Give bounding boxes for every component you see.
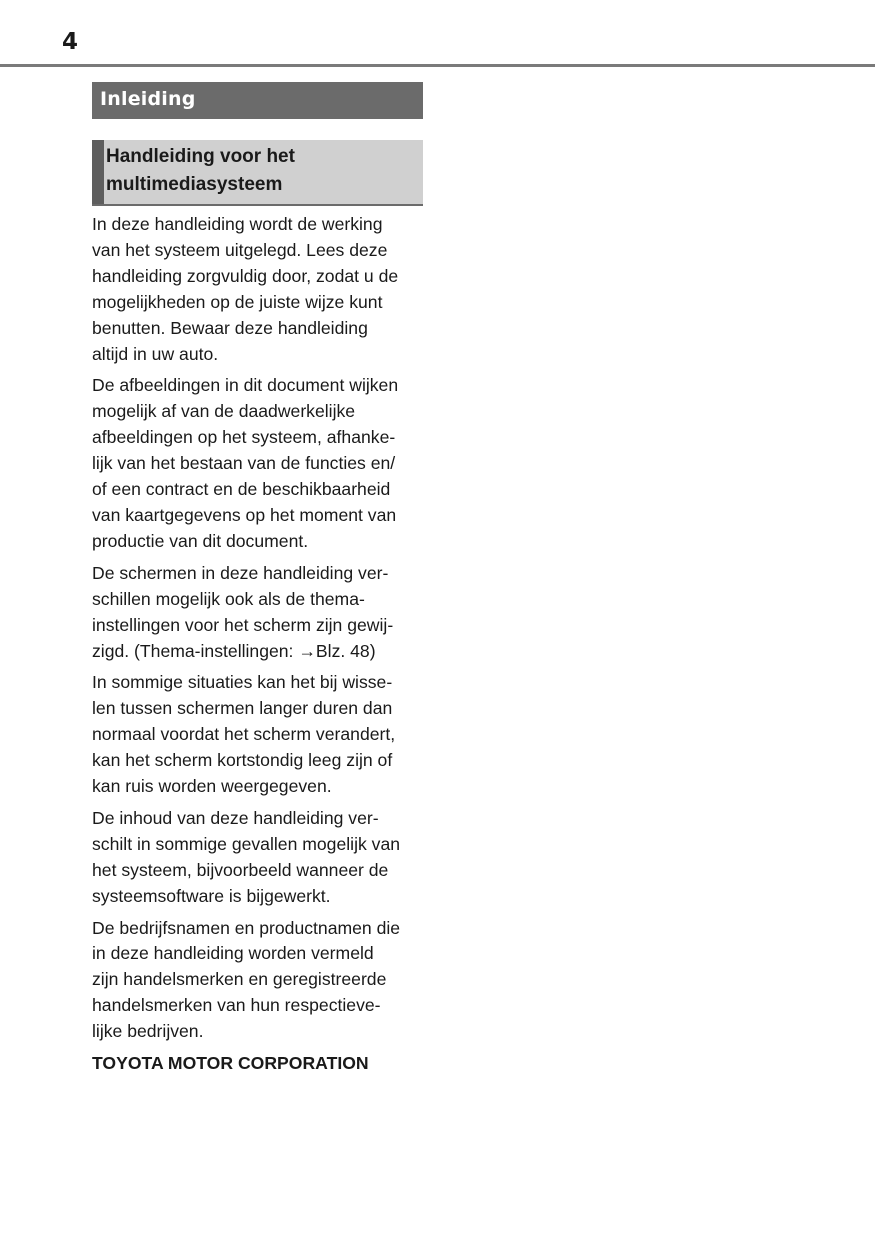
header-rule (0, 64, 875, 67)
section-header (92, 82, 423, 119)
paragraph-images: De afbeeldingen in dit document wijken mogelijk af van de daadwerkelijke afbeeldingen op het systeem, afhanke- lijk van het bestaan van de functies en/ of een contract en de beschikbaarheid van kaartgegevens op het moment van productie van dit document. (92, 375, 399, 551)
paragraph-trademarks: De bedrijfsnamen en productnamen die in deze handleiding worden vermeld zijn handelsmerken en geregistreerde handelsmerken van hun respectieve- lijke bedrijven. (92, 917, 401, 1042)
paragraph-switching: In sommige situaties kan het bij wisse- len tussen schermen langer duren dan normaal voordat het scherm verandert, kan het scherm kortstondig leeg zijn of kan ruis worden weergegeven. (92, 672, 396, 797)
subsection-accent-bar (92, 140, 104, 204)
paragraph-screens: De schermen in deze handleiding ver- schillen mogelijk ook als de thema- instellingen voor het scherm zijn gewij- zigd. (Thema-instellingen: →Blz. 48) (92, 562, 394, 661)
page-number: 4 (62, 29, 79, 55)
body-text (92, 212, 427, 1083)
section-title: Inleiding (100, 88, 196, 110)
corporation-name: TOYOTA MOTOR CORPORATION (92, 1053, 369, 1074)
subsection-header (92, 140, 423, 206)
subsection-title: Handleiding voor het multimediasysteem (106, 146, 295, 195)
paragraph-content: De inhoud van deze handleiding ver- schilt in sommige gevallen mogelijk van het systeem, bijvoorbeeld wanneer de systeemsoftware is bijgewerkt. (92, 807, 401, 906)
paragraph-intro: In deze handleiding wordt de werking van het systeem uitgelegd. Lees deze handleiding zorgvuldig door, zodat u de mogelijkheden op de juiste wijze kunt benutten. Bewaar deze handleiding altijd in uw auto. (92, 214, 399, 364)
